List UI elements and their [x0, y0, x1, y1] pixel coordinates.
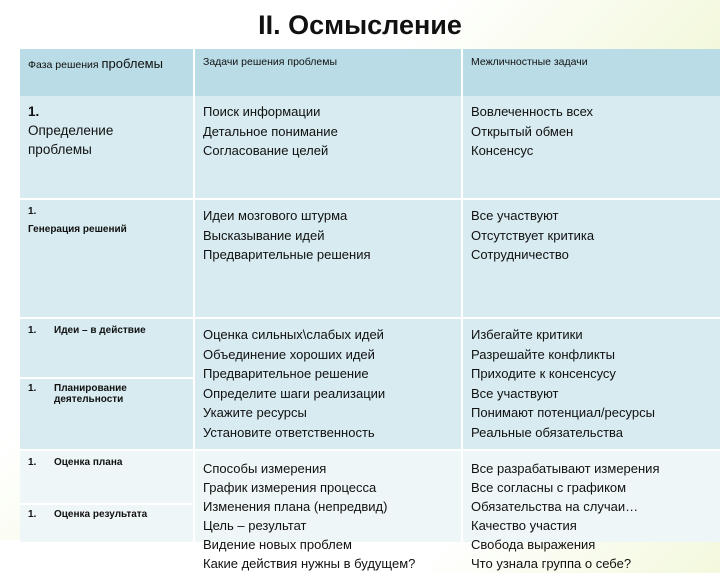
phase-label: Оценка результата	[54, 509, 148, 520]
row-number: 1.	[28, 104, 40, 119]
interpersonal-cell	[463, 319, 720, 451]
phase-entry	[28, 325, 189, 343]
task-item: Цель – результат	[203, 518, 307, 533]
task-item: Способы измерения	[203, 461, 327, 476]
tasks-cell	[195, 96, 463, 198]
task-item: Согласование целей	[203, 143, 329, 158]
task-item: Высказывание идей	[203, 227, 325, 243]
interpersonal-item: Все участвуют	[471, 385, 559, 401]
row-number: 1.	[28, 206, 37, 217]
task-item: Установите ответственность	[203, 424, 375, 440]
phase-label: Идеи – в действие	[54, 325, 146, 336]
interpersonal-item: Все участвуют	[471, 208, 559, 223]
table-row	[20, 449, 720, 571]
phase-label: Определение проблемы	[28, 123, 114, 157]
task-item: Детальное понимание	[203, 123, 338, 139]
row-number: 1.	[28, 509, 37, 520]
row-number: 1.	[28, 457, 37, 468]
header-tasks: Задачи решения проблемы	[195, 49, 463, 96]
task-item: Предварительное решение	[203, 366, 369, 381]
table-header-row	[20, 49, 720, 96]
phase-entry	[28, 509, 189, 527]
interpersonal-item: Все согласны с графиком	[471, 480, 627, 495]
phase-label: Генерация решений	[28, 224, 127, 235]
phase-entry	[28, 457, 189, 475]
phase-label: Оценка плана	[54, 457, 123, 468]
header-phase-word: проблемы	[101, 56, 163, 71]
interpersonal-item: Разрешайте конфликты	[471, 346, 615, 362]
tasks-cell	[195, 319, 463, 451]
tasks-cell	[195, 451, 463, 571]
interpersonal-item: Избегайте критики	[471, 327, 583, 342]
task-item: Изменения плана (непредвид)	[203, 499, 388, 514]
phase-cell	[20, 200, 195, 319]
header-phase	[20, 49, 195, 96]
table-row	[20, 317, 720, 451]
phase-cell	[20, 319, 195, 451]
phase-cell	[20, 451, 195, 542]
task-item: Идеи мозгового штурма	[203, 208, 348, 223]
table-row	[20, 198, 720, 319]
task-item: Видение новых проблем	[203, 537, 352, 552]
interpersonal-item: Обязательства на случаи…	[471, 499, 639, 514]
task-item: Поиск информации	[203, 104, 321, 119]
task-item: Предварительные решения	[203, 247, 371, 262]
page-title: II. Осмысление	[258, 10, 462, 40]
interpersonal-item: Приходите к консенсусу	[471, 366, 616, 381]
interpersonal-item: Сотрудничество	[471, 247, 569, 262]
phase-table	[20, 49, 720, 571]
task-item: График измерения процесса	[203, 480, 377, 495]
header-interpersonal: Межличностные задачи	[463, 49, 720, 96]
interpersonal-item: Реальные обязательства	[471, 424, 624, 440]
phase-entry	[28, 383, 164, 405]
row-number: 1.	[28, 383, 37, 394]
task-item: Укажите ресурсы	[203, 405, 307, 420]
task-item: Какие действия нужны в будущем?	[203, 556, 416, 571]
interpersonal-item: Качество участия	[471, 518, 577, 533]
task-item: Оценка сильных\слабых идей	[203, 327, 384, 342]
interpersonal-item: Свобода выражения	[471, 537, 596, 552]
phase-cell	[20, 96, 195, 198]
interpersonal-cell	[463, 200, 720, 319]
interpersonal-item: Консенсус	[471, 143, 534, 158]
interpersonal-item: Вовлеченность всех	[471, 104, 594, 119]
interpersonal-item: Понимают потенциал/ресурсы	[471, 405, 655, 420]
interpersonal-item: Все разрабатывают измерения	[471, 461, 660, 476]
interpersonal-item: Открытый обмен	[471, 123, 574, 139]
interpersonal-cell	[463, 451, 720, 571]
interpersonal-item: Отсутствует критика	[471, 227, 595, 243]
row-number: 1.	[28, 325, 37, 336]
header-phase-label: Фаза решения	[28, 59, 99, 71]
interpersonal-item: Что узнала группа о себе?	[471, 556, 632, 571]
task-item: Объединение хороших идей	[203, 346, 375, 362]
tasks-cell	[195, 200, 463, 319]
interpersonal-cell	[463, 96, 720, 198]
table-row	[20, 96, 720, 198]
task-item: Определите шаги реализации	[203, 385, 386, 401]
phase-label: Планирование деятельности	[54, 383, 127, 405]
